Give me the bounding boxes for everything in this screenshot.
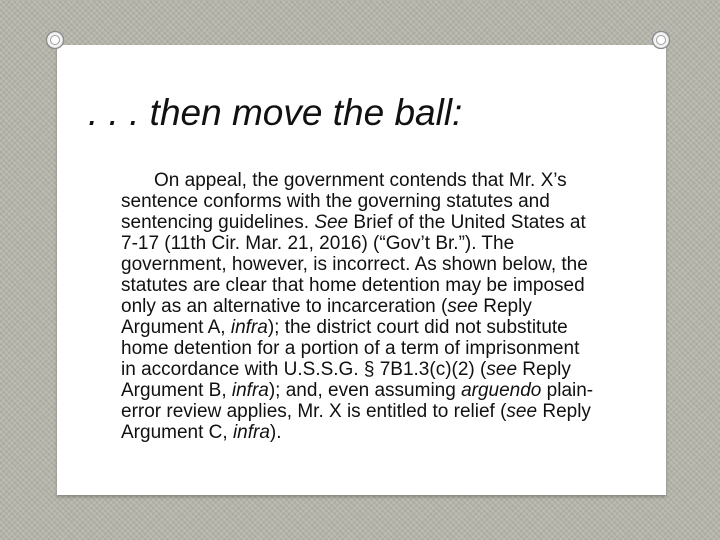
body-italic-run: see [486, 359, 518, 380]
body-italic-run: infra [230, 317, 268, 338]
body-text-run: Brief of the United States at 7-17 (11th Cir. Mar. 21, 2016) (“Gov’t Br.”). The government, however, is incorrect. As shown below, the statutes are clear that home detention may be imposed only as an alternative to incarceration ( [121, 212, 588, 317]
pushpin-icon [650, 29, 672, 51]
body-text-run: ); the district court did not substitute home detention for a portion of a term of imprisonment in accordance with U.S.S.G. § 7B1.3(c)(2) ( [121, 317, 580, 380]
body-italic-run: infra [231, 380, 269, 401]
slide-body-text [121, 170, 599, 443]
body-text-run: Reply Argument C, [121, 401, 591, 443]
body-italic-run: see [506, 401, 538, 422]
body-italic-run: arguendo [461, 380, 542, 401]
body-italic-run: See [314, 212, 349, 233]
body-text-run: On appeal, the government contends that Mr. X’s sentence conforms with the governing statutes and sentencing guidelines. [121, 170, 567, 233]
body-italic-run: infra [232, 422, 270, 443]
body-text-run: Reply Argument B, [121, 359, 571, 401]
slide-title: . . . then move the ball: [88, 92, 463, 133]
pushpin-icon [44, 29, 66, 51]
body-text-run: ); and, even assuming [268, 380, 462, 401]
body-text-run: plain-error review applies, Mr. X is entitled to relief ( [121, 380, 594, 422]
body-italic-run: see [447, 296, 478, 317]
body-text-run: ). [269, 422, 282, 443]
body-text-run: Reply Argument A, [121, 296, 532, 338]
